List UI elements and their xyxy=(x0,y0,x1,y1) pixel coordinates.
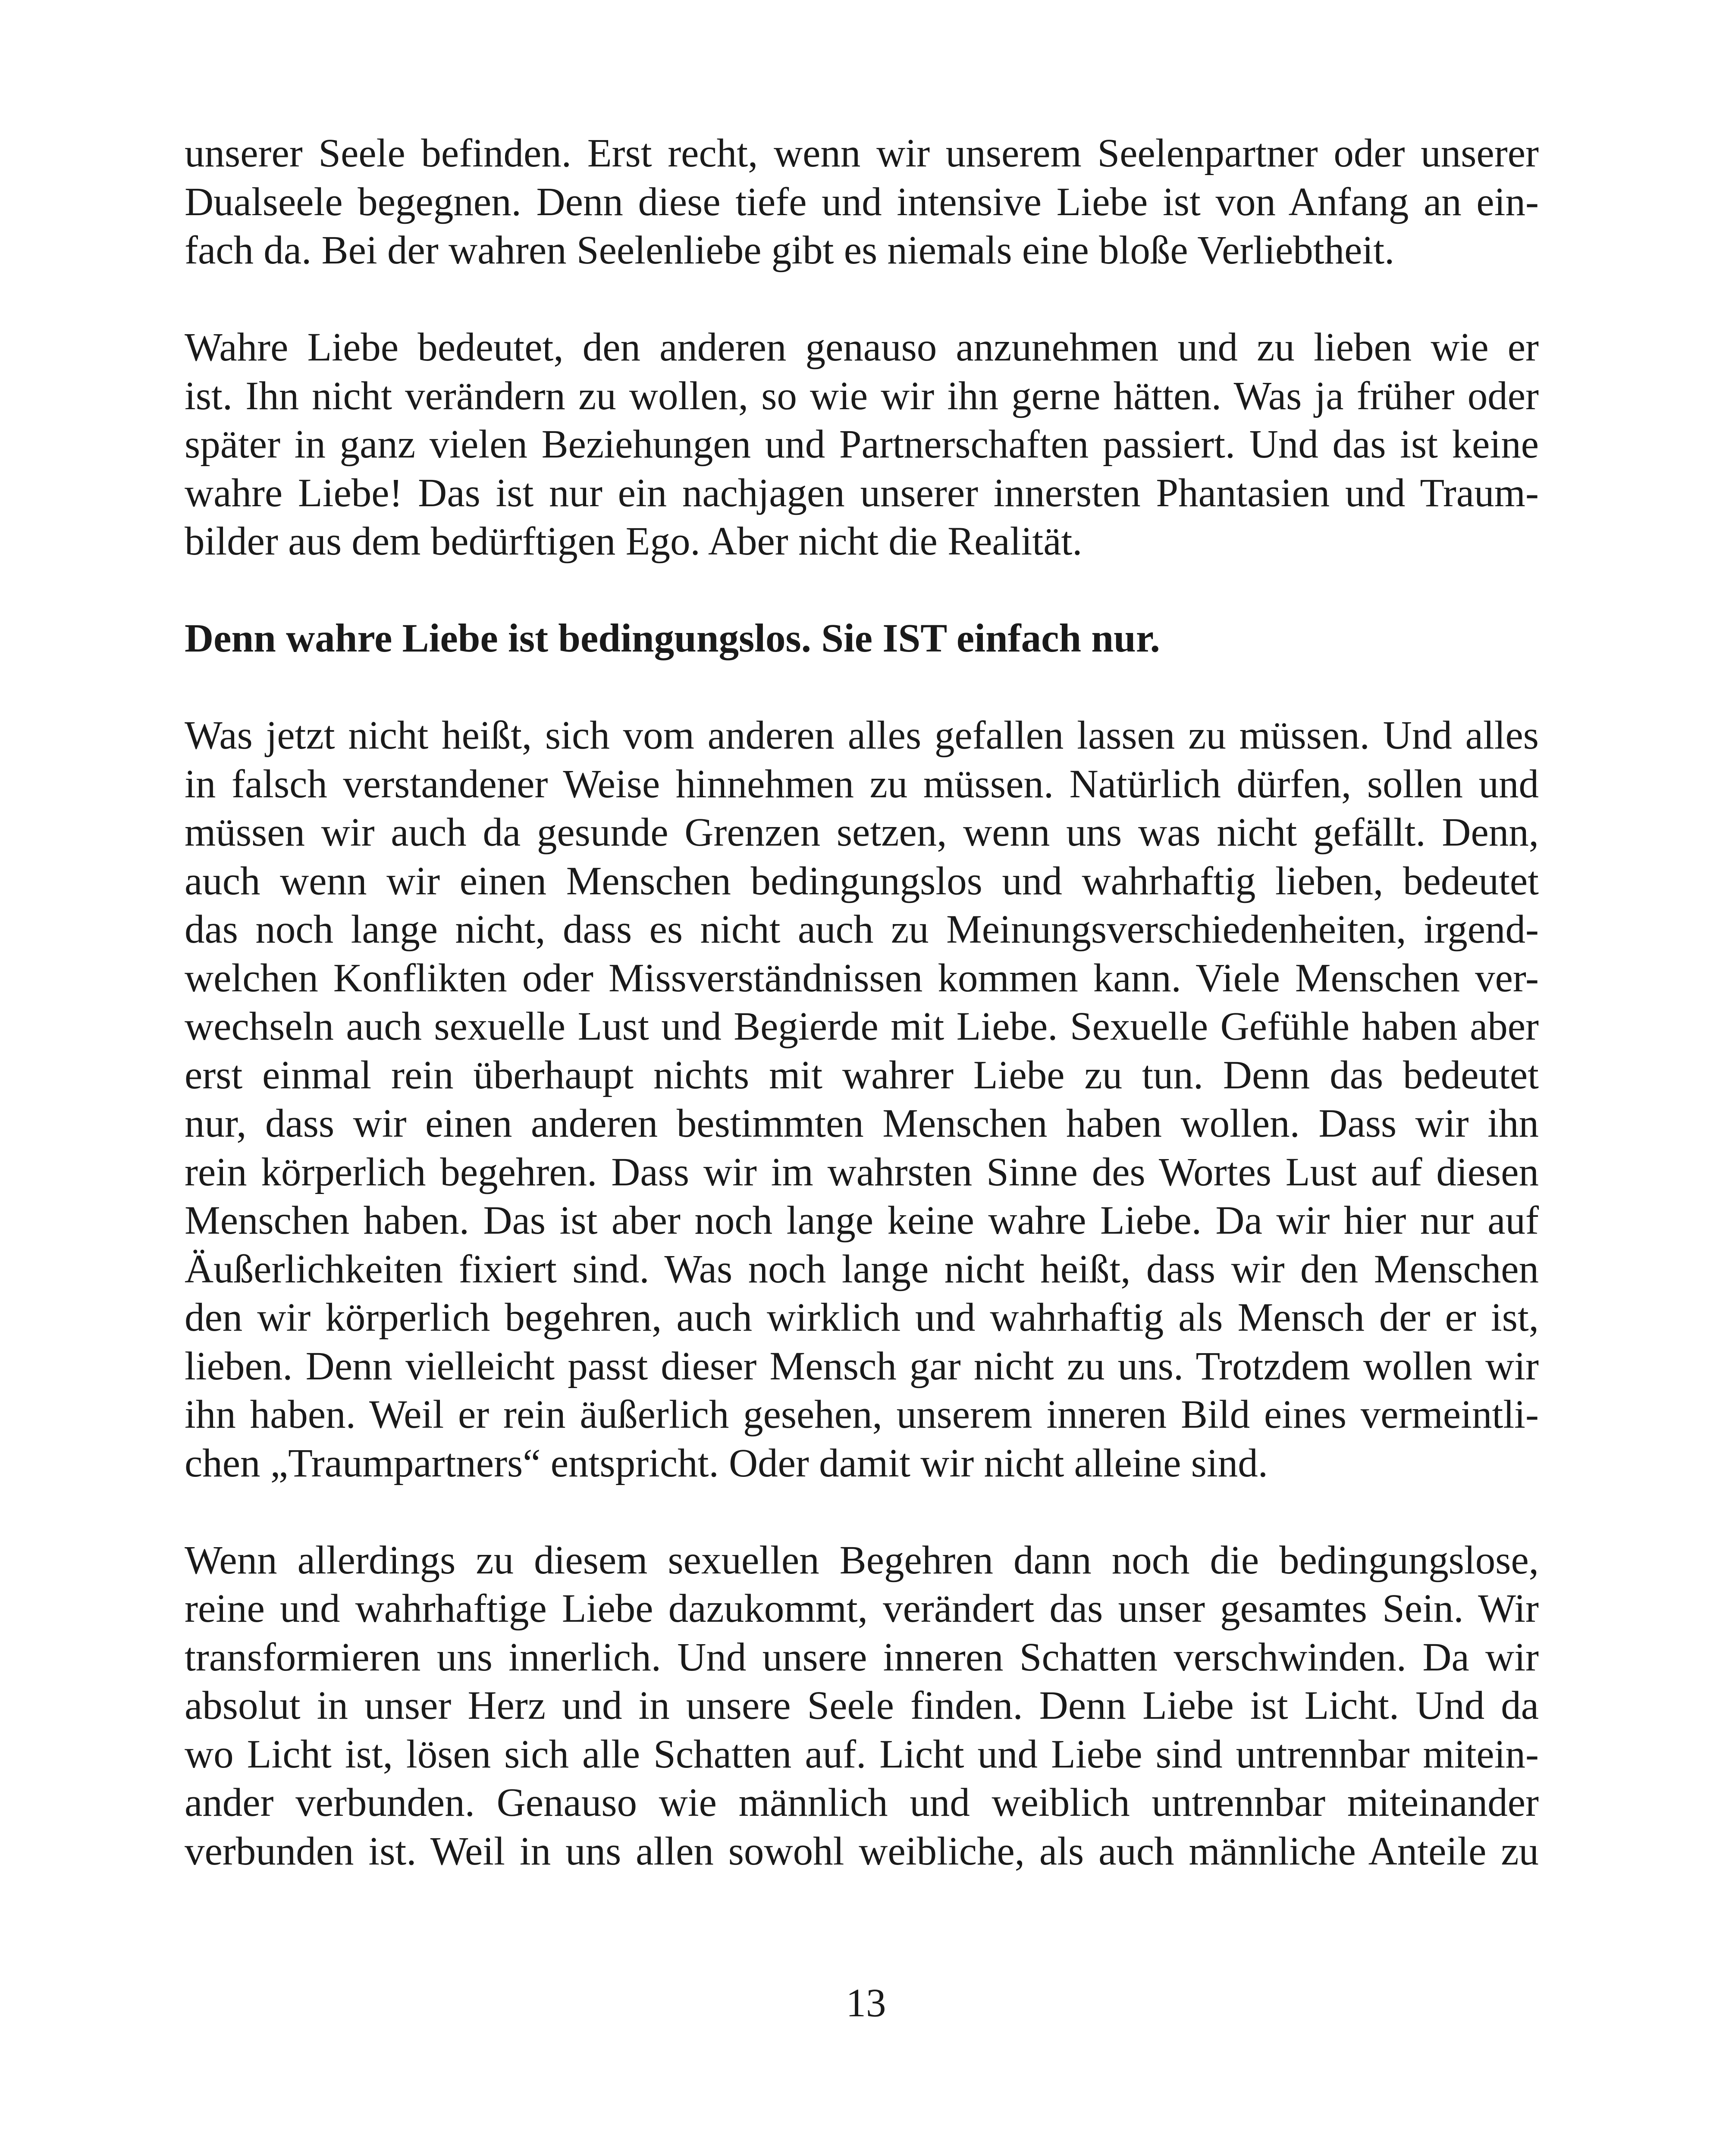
text-line: später in ganz vielen Beziehungen und Partnerschaften passiert. Und das ist keine xyxy=(185,422,1539,467)
text-line: Äußerlichkeiten fixiert sind. Was noch lange nicht heißt, dass wir den Menschen xyxy=(185,1247,1539,1291)
text-line: das noch lange nicht, dass es nicht auch zu Meinungsverschiedenheiten, irgend- xyxy=(185,907,1539,952)
text-line: in falsch verstandener Weise hinnehmen zu müssen. Natürlich dürfen, sollen und xyxy=(185,761,1539,806)
text-line: auch wenn wir einen Menschen bedingungslos und wahrhaftig lieben, bedeutet xyxy=(185,859,1539,903)
text-line: den wir körperlich begehren, auch wirklich und wahrhaftig als Mensch der er ist, xyxy=(185,1295,1539,1340)
paragraph-2 xyxy=(185,323,1539,566)
text-line: Menschen haben. Das ist aber noch lange keine wahre Liebe. Da wir hier nur auf xyxy=(185,1198,1539,1243)
text-line: bilder aus dem bedürftigen Ego. Aber nicht die Realität. xyxy=(185,519,1082,564)
text-line: lieben. Denn vielleicht passt dieser Mensch gar nicht zu uns. Trotzdem wollen wir xyxy=(185,1344,1539,1388)
text-line: müssen wir auch da gesunde Grenzen setzen, wenn uns was nicht gefällt. Denn, xyxy=(185,810,1539,855)
bold-statement: Denn wahre Liebe ist bedingungslos. Sie IST einfach nur. xyxy=(185,616,1160,661)
text-line: rein körperlich begehren. Dass wir im wahrsten Sinne des Wortes Lust auf diesen xyxy=(185,1150,1539,1194)
text-line: wechseln auch sexuelle Lust und Begierde mit Liebe. Sexuelle Gefühle haben aber xyxy=(185,1004,1539,1049)
body-text xyxy=(185,129,1539,1924)
text-line: ander verbunden. Genauso wie männlich und weiblich untrennbar miteinander xyxy=(185,1780,1539,1825)
paragraph-3 xyxy=(185,711,1539,1488)
text-line: verbunden ist. Weil in uns allen sowohl weibliche, als auch männliche Anteile zu xyxy=(185,1829,1539,1874)
text-line: nur, dass wir einen anderen bestimmten Menschen haben wollen. Dass wir ihn xyxy=(185,1101,1539,1146)
text-line: reine und wahrhaftige Liebe dazukommt, verändert das unser gesamtes Sein. Wir xyxy=(185,1586,1539,1631)
paragraph-1 xyxy=(185,129,1539,275)
text-line: Dualseele begegnen. Denn diese tiefe und intensive Liebe ist von Anfang an ein- xyxy=(185,179,1539,224)
text-line: Was jetzt nicht heißt, sich vom anderen alles gefallen lassen zu müssen. Und alles xyxy=(185,713,1539,758)
text-line: Wahre Liebe bedeutet, den anderen genauso anzunehmen und zu lieben wie er xyxy=(185,325,1539,370)
text-line: chen „Traumpartners“ entspricht. Oder damit wir nicht alleine sind. xyxy=(185,1441,1268,1485)
text-line: absolut in unser Herz und in unsere Seele finden. Denn Liebe ist Licht. Und da xyxy=(185,1683,1539,1728)
text-line: ist. Ihn nicht verändern zu wollen, so wie wir ihn gerne hätten. Was ja früher oder xyxy=(185,373,1539,418)
text-line: transformieren uns innerlich. Und unsere inneren Schatten verschwinden. Da wir xyxy=(185,1635,1539,1680)
text-line: welchen Konflikten oder Missverständnissen kommen kann. Viele Menschen ver- xyxy=(185,956,1539,1000)
text-line: Wenn allerdings zu diesem sexuellen Begehren dann noch die bedingungslose, xyxy=(185,1538,1539,1583)
text-line: wo Licht ist, lösen sich alle Schatten auf. Licht und Liebe sind untrennbar mitein- xyxy=(185,1732,1539,1777)
page-number: 13 xyxy=(846,1981,886,2025)
text-line: ihn haben. Weil er rein äußerlich gesehen, unserem inneren Bild eines vermeintli- xyxy=(185,1392,1539,1437)
text-line: wahre Liebe! Das ist nur ein nachjagen unserer innersten Phantasien und Traum- xyxy=(185,470,1539,515)
text-line: erst einmal rein überhaupt nichts mit wahrer Liebe zu tun. Denn das bedeutet xyxy=(185,1053,1539,1097)
paragraph-4 xyxy=(185,1536,1539,1876)
text-line: unserer Seele befinden. Erst recht, wenn wir unserem Seelenpartner oder unserer xyxy=(185,131,1539,175)
text-line: fach da. Bei der wahren Seelenliebe gibt es niemals eine bloße Verliebtheit. xyxy=(185,228,1395,273)
